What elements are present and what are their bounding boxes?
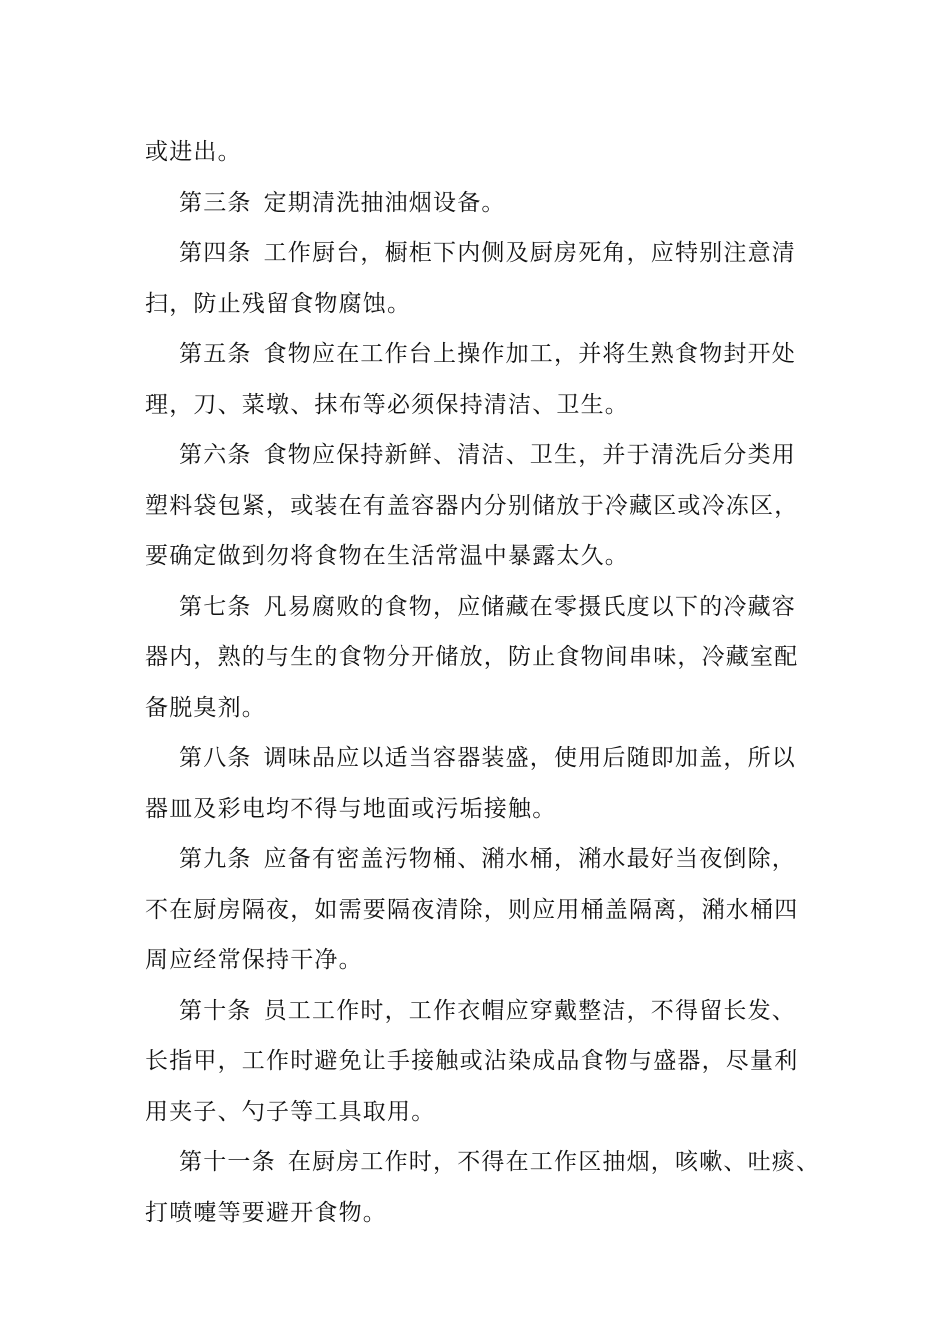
text-line: 用夹子、勺子等工具取用。 [145,1098,436,1125]
article-number: 第七条 [179,593,252,620]
text-line: 打喷嚏等要避开食物。 [145,1199,387,1226]
article-3 [145,178,810,229]
article-11 [145,1137,821,1188]
text-line: 要确定做到勿将食物在生活常温中暴露太久。 [145,543,629,569]
article-text: 工作厨台，橱柜下内侧及厨房死角，应特别注意清 [263,240,797,266]
article-8 [145,733,810,784]
text-line: 备脱臭剂。 [145,694,266,721]
article-5 [145,329,810,380]
text-line: 器内，熟的与生的食物分开储放，防止食物间串味，冷藏室配 [145,644,799,670]
article-text: 员工工作时，工作衣帽应穿戴整洁，不得留长发、 [263,997,797,1024]
article-7 [145,582,810,633]
article-text: 食物应保持新鲜、清洁、卫生，并于清洗后分类用 [263,442,797,468]
article-number: 第九条 [179,846,252,872]
article-text: 调味品应以适当容器装盛，使用后随即加盖，所以 [263,745,797,771]
article-number: 第三条 [179,189,252,216]
article-text: 定期清洗抽油烟设备。 [263,189,506,216]
article-text: 在厨房工作时，不得在工作区抽烟，咳嗽、吐痰、 [287,1149,821,1175]
document-body [145,127,821,1238]
article-text: 应备有密盖污物桶、潲水桶，潲水最好当夜倒除， [263,846,797,872]
text-line: 理，刀、菜墩、抹布等必须保持清洁、卫生。 [145,391,629,418]
text-line: 器皿及彩电均不得与地面或污垢接触。 [145,795,557,822]
article-10 [145,986,810,1037]
article-text: 食物应在工作台上操作加工，并将生熟食物封开处 [263,341,797,367]
article-number: 第四条 [179,240,252,266]
article-4 [145,228,810,279]
article-9 [145,834,810,885]
article-number: 第五条 [179,341,252,367]
text-line: 不在厨房隔夜，如需要隔夜清除，则应用桶盖隔离，潲水桶四 [145,896,799,923]
article-text: 凡易腐败的食物，应储藏在零摄氏度以下的冷藏容 [263,593,797,620]
text-line: 扫，防止残留食物腐蚀。 [145,290,412,317]
article-number: 第十一条 [179,1149,276,1175]
article-6 [145,430,810,481]
text-line: 长指甲，工作时避免让手接触或沾染成品食物与盛器，尽量利 [145,1048,799,1074]
article-number: 第十条 [179,997,252,1024]
text-line: 或进出。 [145,139,242,165]
text-line: 塑料袋包紧，或装在有盖容器内分别储放于冷藏区或冷冻区， [145,492,799,519]
article-number: 第八条 [179,745,252,771]
text-line: 周应经常保持干净。 [145,947,363,973]
article-number: 第六条 [179,442,252,468]
